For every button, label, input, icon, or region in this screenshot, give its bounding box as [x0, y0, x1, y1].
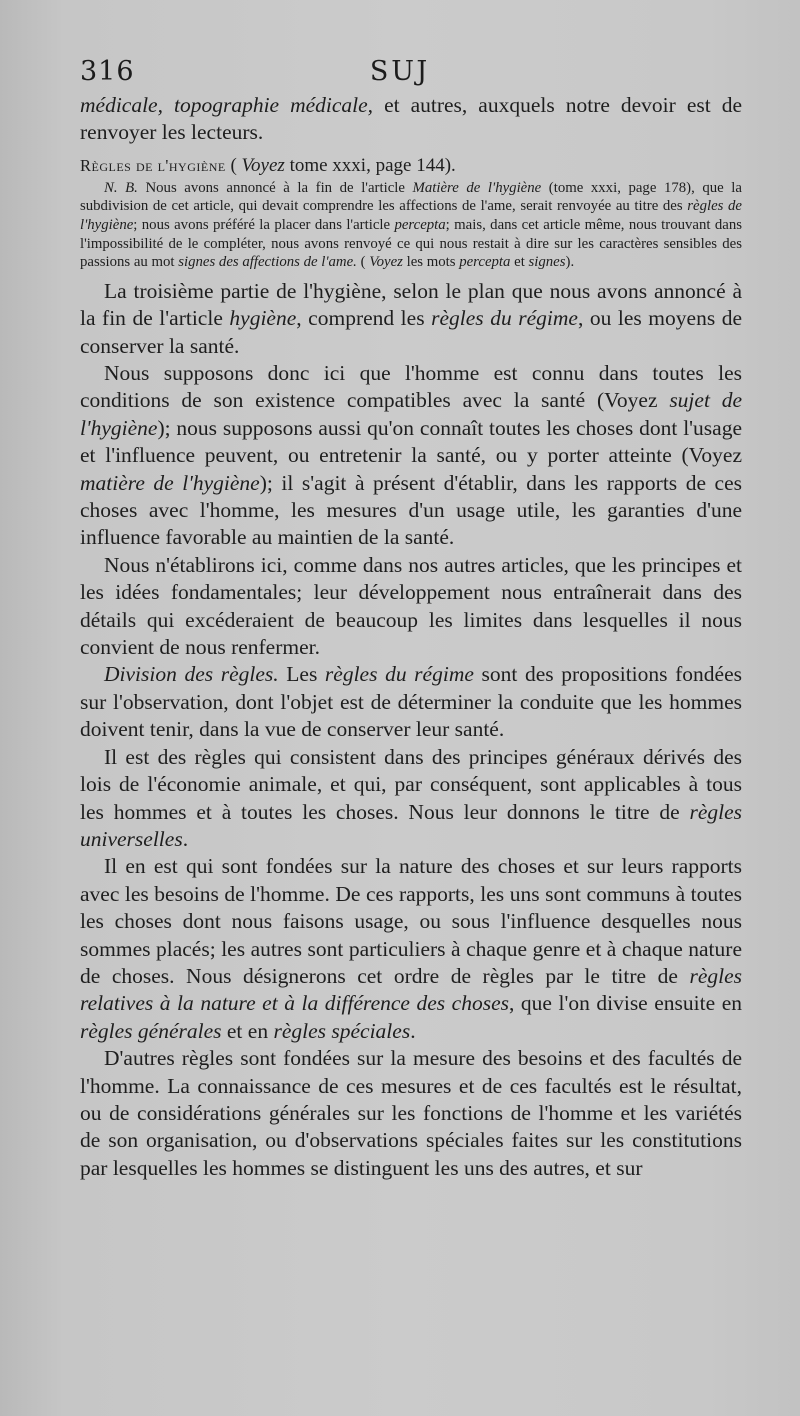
page-header: [80, 56, 720, 96]
page-body: [80, 92, 742, 1182]
rules-heading-voyez: Voyez: [241, 154, 285, 176]
paragraph-universal-rules: Il est des règles qui consistent dans des principes généraux dérivés des lois de l'économie animale, et qui, par conséquent, sont applicables à tous les hommes et à toutes les choses. Nous leur donnons le titre de règles universelles.: [80, 744, 742, 851]
rules-heading: Règles de l'hygiène ( Voyez tome xxxi, page 144).: [80, 154, 456, 176]
paragraph-principles: Nous n'établirons ici, comme dans nos autres articles, que les principes et les idées fondamentales; leur développement nous entraînerait dans des détails qui excéderaient de beaucoup les limites dans lesquelles il nous convient de nous renfermer.: [80, 552, 742, 660]
rules-heading-caps: Règles de l'hygiène: [80, 155, 226, 175]
nota-bene-note: N. B. Nous avons annoncé à la fin de l'article Matière de l'hygiène (tome xxxi, page 178), que la subdivision de cet article, qui devait comprendre les affections de l'ame, serait renvoyée au titre des règles de l'hygiène; nous avons préféré la placer dans l'article percepta; mais, dans cet article même, nous trouvant dans l'impossibilité de le compléter, nous avons renvoyé ce qui nous restait à dire sur les caractères sensibles des passions au mot signes des affections de l'ame. ( Voyez les mots percepta et signes).: [80, 179, 743, 271]
rules-heading-ref: tome xxxi, page 144).: [284, 154, 456, 176]
nota-bene-label: N. B.: [104, 179, 138, 196]
paragraph-division: Division des règles. Les règles du régime sont des propositions fondées sur l'observation, dont l'objet est de déterminer la conduite que les hommes doivent tenir, dans la vue de conserver leur santé.: [80, 662, 742, 742]
opening-text: et autres, auxquels notre devoir est de renvoyer les lecteurs.: [80, 93, 742, 145]
opening-paragraph: [80, 92, 742, 147]
division-heading: Division des règles.: [104, 662, 279, 687]
opening-italic: médicale, topographie médicale,: [80, 93, 374, 117]
paragraph-measure-rules: D'autres règles sont fondées sur la mesure des besoins et des facultés de l'homme. La connaissance de ces mesures et de ces facultés est le résultat, ou de considérations générales sur les fonctions de l'homme et les variétés de son organisation, ou d'observations spéciales faites sur les constitutions par lesquelles les hommes se distinguent les uns des autres, et sur: [80, 1046, 742, 1180]
running-head: SUJ: [369, 56, 431, 87]
paragraph-third-part: La troisième partie de l'hygiène, selon le plan que nous avons annoncé à la fin de l'article hygiène, comprend les règles du régime, ou les moyens de conserver la santé.: [80, 278, 743, 358]
paragraph-relative-rules: Il en est qui sont fondées sur la nature des choses et sur leurs rapports avec les besoins de l'homme. De ces rapports, les uns sont communs à toutes les choses dont nous faisons usage, ou sous l'influence desquelles nous sommes placés; les autres sont particuliers à chaque genre et à chaque nature de choses. Nous désignerons cet ordre de règles par le titre de règles relatives à la nature et à la différence des choses, que l'on divise ensuite en règles générales et en règles spéciales.: [80, 854, 742, 1043]
page-number: 316: [80, 56, 135, 87]
paragraph-suppositions: Nous supposons donc ici que l'homme est connu dans toutes les conditions de son existence compatibles avec la santé (Voyez sujet de l'hygiène); nous supposons aussi qu'on connaît toutes les choses dont l'usage et l'influence peuvent, ou entretenir la santé, ou y porter atteinte (Voyez matière de l'hygiène); il s'agit à présent d'établir, dans les rapports de ces choses avec l'homme, les mesures d'un usage utile, les garanties d'une influence favorable au maintien de la santé.: [80, 361, 743, 550]
